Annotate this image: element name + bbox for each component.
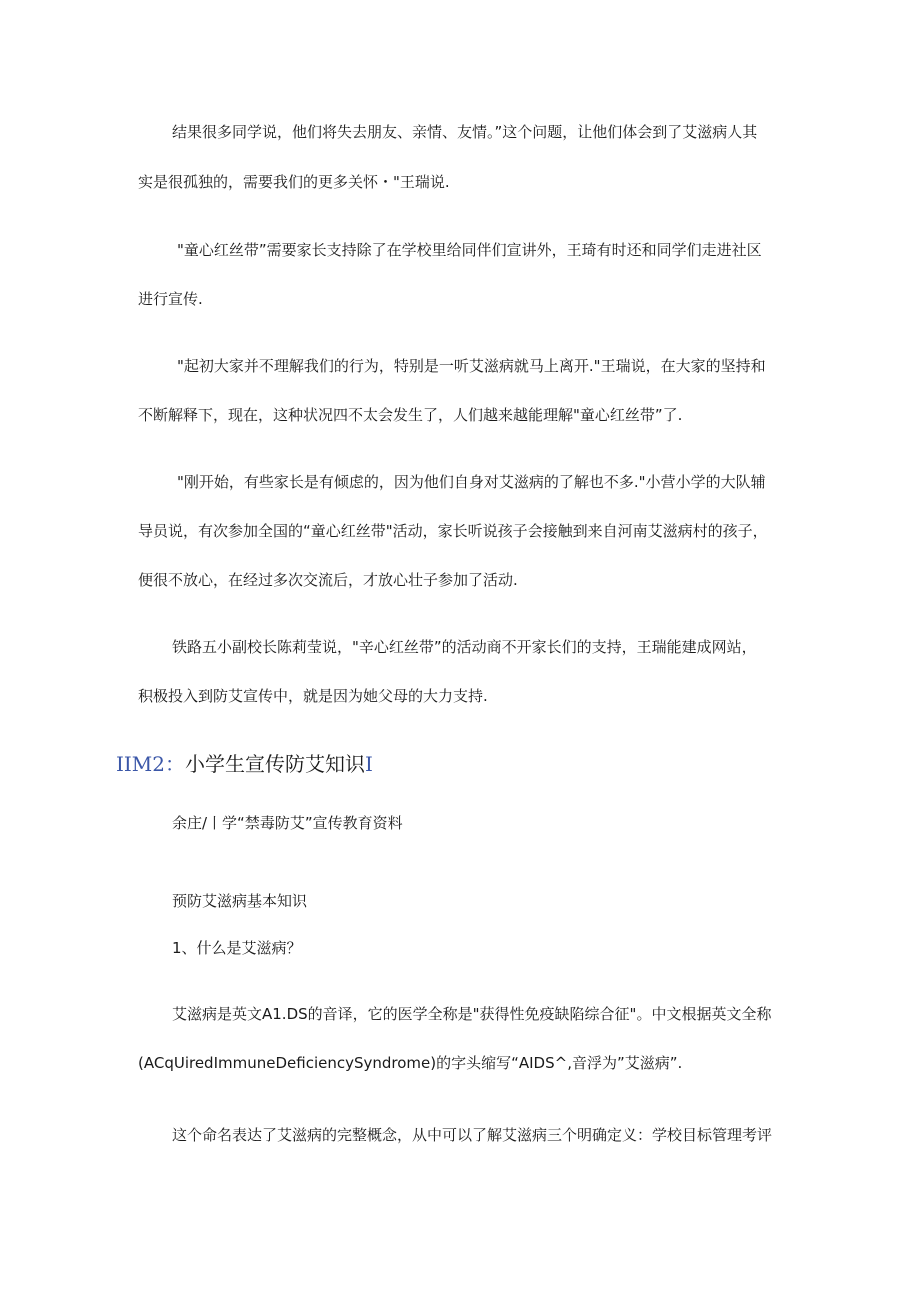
paragraph-5-line-2: 积极投入到防艾宣传中，就是因为她父母的大力支持. bbox=[138, 687, 488, 705]
paragraph-4-line-3: 便很不放心，在经过多次交流后，才放心壮子参加了活动. bbox=[138, 571, 518, 589]
paragraph-1-line-1: 结果很多同学说，他们将失去朋友、亲情、友情。”这个问题，让他们体会到了艾滋病人其 bbox=[172, 123, 758, 141]
paragraph-1-line-2: 实是很孤独的，需要我们的更多关怀・"王瑞说. bbox=[138, 173, 450, 191]
section-subtitle: 余庄/丨学“禁毒防艾”宣传教育资料 bbox=[172, 814, 403, 832]
question-heading: 1、什么是艾滋病？ bbox=[172, 939, 302, 957]
heading-prefix: IIM2： bbox=[116, 752, 186, 776]
heading-title: 小学生宣传防艾知识 bbox=[185, 752, 366, 776]
heading-suffix: I bbox=[365, 752, 373, 776]
paragraph-4-line-2: 导员说，有次参加全国的“童心红丝带"活动，家长听说孩子会接触到来自河南艾滋病村的孩子， bbox=[138, 522, 768, 540]
section-heading bbox=[116, 751, 373, 777]
paragraph-2-line-2: 进行宣传. bbox=[138, 290, 203, 308]
paragraph-2-line-1: "童心红丝带”需要家长支持除了在学校里给同伴们宣讲外，王琦有时还和同学们走进社区 bbox=[177, 241, 762, 259]
answer-line-2: (ACqUiredImmuneDeficiencySyndrome)的字头缩写“AIDS^,音浮为”艾滋病”. bbox=[138, 1054, 683, 1072]
paragraph-5-line-1: 铁路五小副校长陈莉莹说，"辛心红丝带”的活动商不开家长们的支持，王瑞能建成网站， bbox=[172, 638, 757, 656]
definition-intro-line: 这个命名表达了艾滋病的完整概念，从中可以了解艾滋病三个明确定义：学校目标管理考评 bbox=[172, 1126, 773, 1144]
paragraph-4-line-1: "刚开始，有些家长是有倾虑的，因为他们自身对艾滋病的了解也不多."小营小学的大队辅 bbox=[177, 473, 766, 491]
section-topic: 预防艾滋病基本知识 bbox=[172, 892, 308, 910]
paragraph-3-line-2: 不断解释下，现在，这种状况四不太会发生了，人们越来越能理解"童心红丝带”了. bbox=[138, 406, 683, 424]
paragraph-3-line-1: "起初大家并不理解我们的行为，特别是一听艾滋病就马上离开."王瑞说，在大家的坚持和 bbox=[177, 357, 766, 375]
answer-line-1: 艾滋病是英文A1.DS的音译，它的医学全称是"获得性免疫缺陷综合征"。中文根据英文全称 bbox=[172, 1005, 772, 1023]
